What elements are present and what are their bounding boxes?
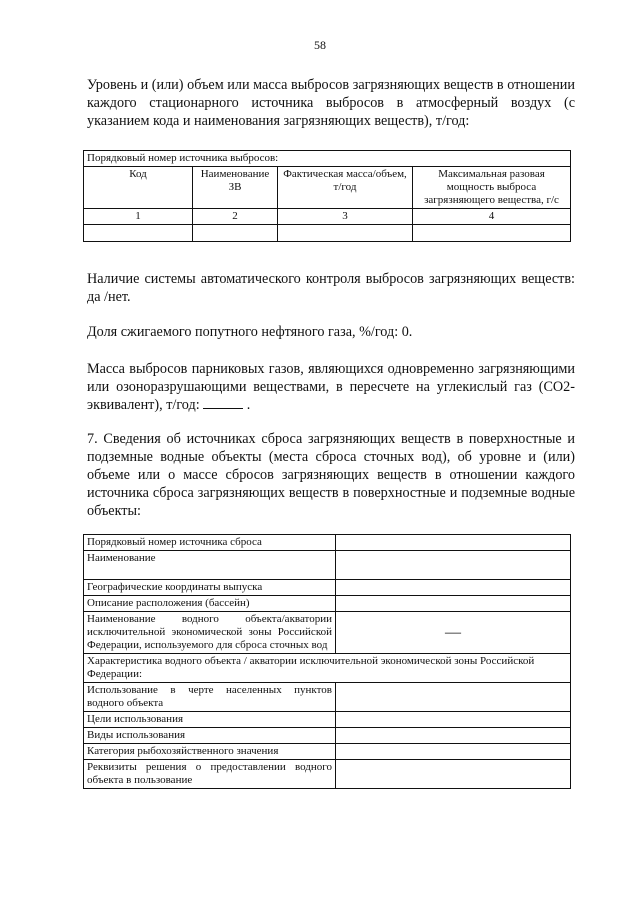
coordinates-label: Географические координаты выпуска bbox=[84, 580, 336, 596]
column-number: 1 bbox=[84, 209, 193, 225]
column-number: 2 bbox=[193, 209, 278, 225]
gas-paragraph: Доля сжигаемого попутного нефтяного газа, %/год: 0. bbox=[87, 324, 413, 340]
usage-types-label: Виды использования bbox=[84, 728, 336, 744]
water-body-value: — bbox=[336, 612, 571, 654]
value-cell bbox=[336, 760, 571, 789]
auto-control-paragraph: Наличие системы автоматического контроля выбросов загрязняющих веществ: да /нет. bbox=[87, 271, 575, 305]
emissions-table-title: Порядковый номер источника выбросов: bbox=[84, 151, 571, 167]
value-cell bbox=[336, 744, 571, 760]
header-actual-mass: Фактическая масса/объем, т/год bbox=[278, 167, 413, 209]
value-cell bbox=[336, 535, 571, 551]
value-cell bbox=[336, 596, 571, 612]
empty-cell bbox=[84, 225, 193, 242]
column-number: 4 bbox=[413, 209, 571, 225]
water-body-label: Наименование водного объекта/акватории исключительной экономической зоны Российской Федерации, используемого для сброса сточных вод bbox=[84, 612, 336, 654]
header-max-power: Максимальная разовая мощность выброса загрязняющего вещества, г/с bbox=[413, 167, 571, 209]
section-7-paragraph: 7. Сведения об источниках сброса загрязняющих веществ в поверхностные и подземные водные объекты (места сброса сточных вод), об уровне и (или) объеме или о массе сбросов загрязняющих веществ в отношении каждого источника сброса загрязняющих веществ в поверхностные и подземные водные объекты: bbox=[87, 431, 575, 519]
source-number-label: Порядковый номер источника сброса bbox=[84, 535, 336, 551]
location-label: Описание расположения (бассейн) bbox=[84, 596, 336, 612]
value-cell bbox=[336, 551, 571, 580]
page-number: 58 bbox=[314, 38, 326, 52]
emissions-table bbox=[83, 150, 571, 242]
usage-settlements-label: Использование в черте населенных пунктов водного объекта bbox=[84, 683, 336, 712]
column-number: 3 bbox=[278, 209, 413, 225]
empty-cell bbox=[413, 225, 571, 242]
greenhouse-blank-line bbox=[203, 408, 243, 409]
usage-purposes-label: Цели использования bbox=[84, 712, 336, 728]
empty-cell bbox=[193, 225, 278, 242]
discharge-table bbox=[83, 534, 571, 789]
greenhouse-end: . bbox=[246, 397, 251, 413]
value-cell bbox=[336, 712, 571, 728]
greenhouse-paragraph bbox=[87, 360, 575, 414]
header-code: Код bbox=[84, 167, 193, 209]
decision-details-label: Реквизиты решения о предоставлении водного объекта в пользование bbox=[84, 760, 336, 789]
header-substance-name: Наименование ЗВ bbox=[193, 167, 278, 209]
empty-cell bbox=[278, 225, 413, 242]
value-cell bbox=[336, 683, 571, 712]
name-label: Наименование bbox=[84, 551, 336, 580]
greenhouse-text: Масса выбросов парниковых газов, являющихся одновременно загрязняющими или озоноразрушающими веществами, в пересчете на углекислый газ (СО2-эквивалент), т/год: bbox=[87, 361, 575, 413]
value-cell bbox=[336, 728, 571, 744]
value-cell bbox=[336, 580, 571, 596]
fishery-category-label: Категория рыбохозяйственного значения bbox=[84, 744, 336, 760]
emissions-paragraph: Уровень и (или) объем или масса выбросов загрязняющих веществ в отношении каждого стационарного источника выбросов в атмосферный воздух (с указанием кода и наименования загрязняющих веществ), т/год: bbox=[87, 77, 575, 129]
characteristic-label: Характеристика водного объекта / акватории исключительной экономической зоны Российской Федерации: bbox=[84, 654, 571, 683]
